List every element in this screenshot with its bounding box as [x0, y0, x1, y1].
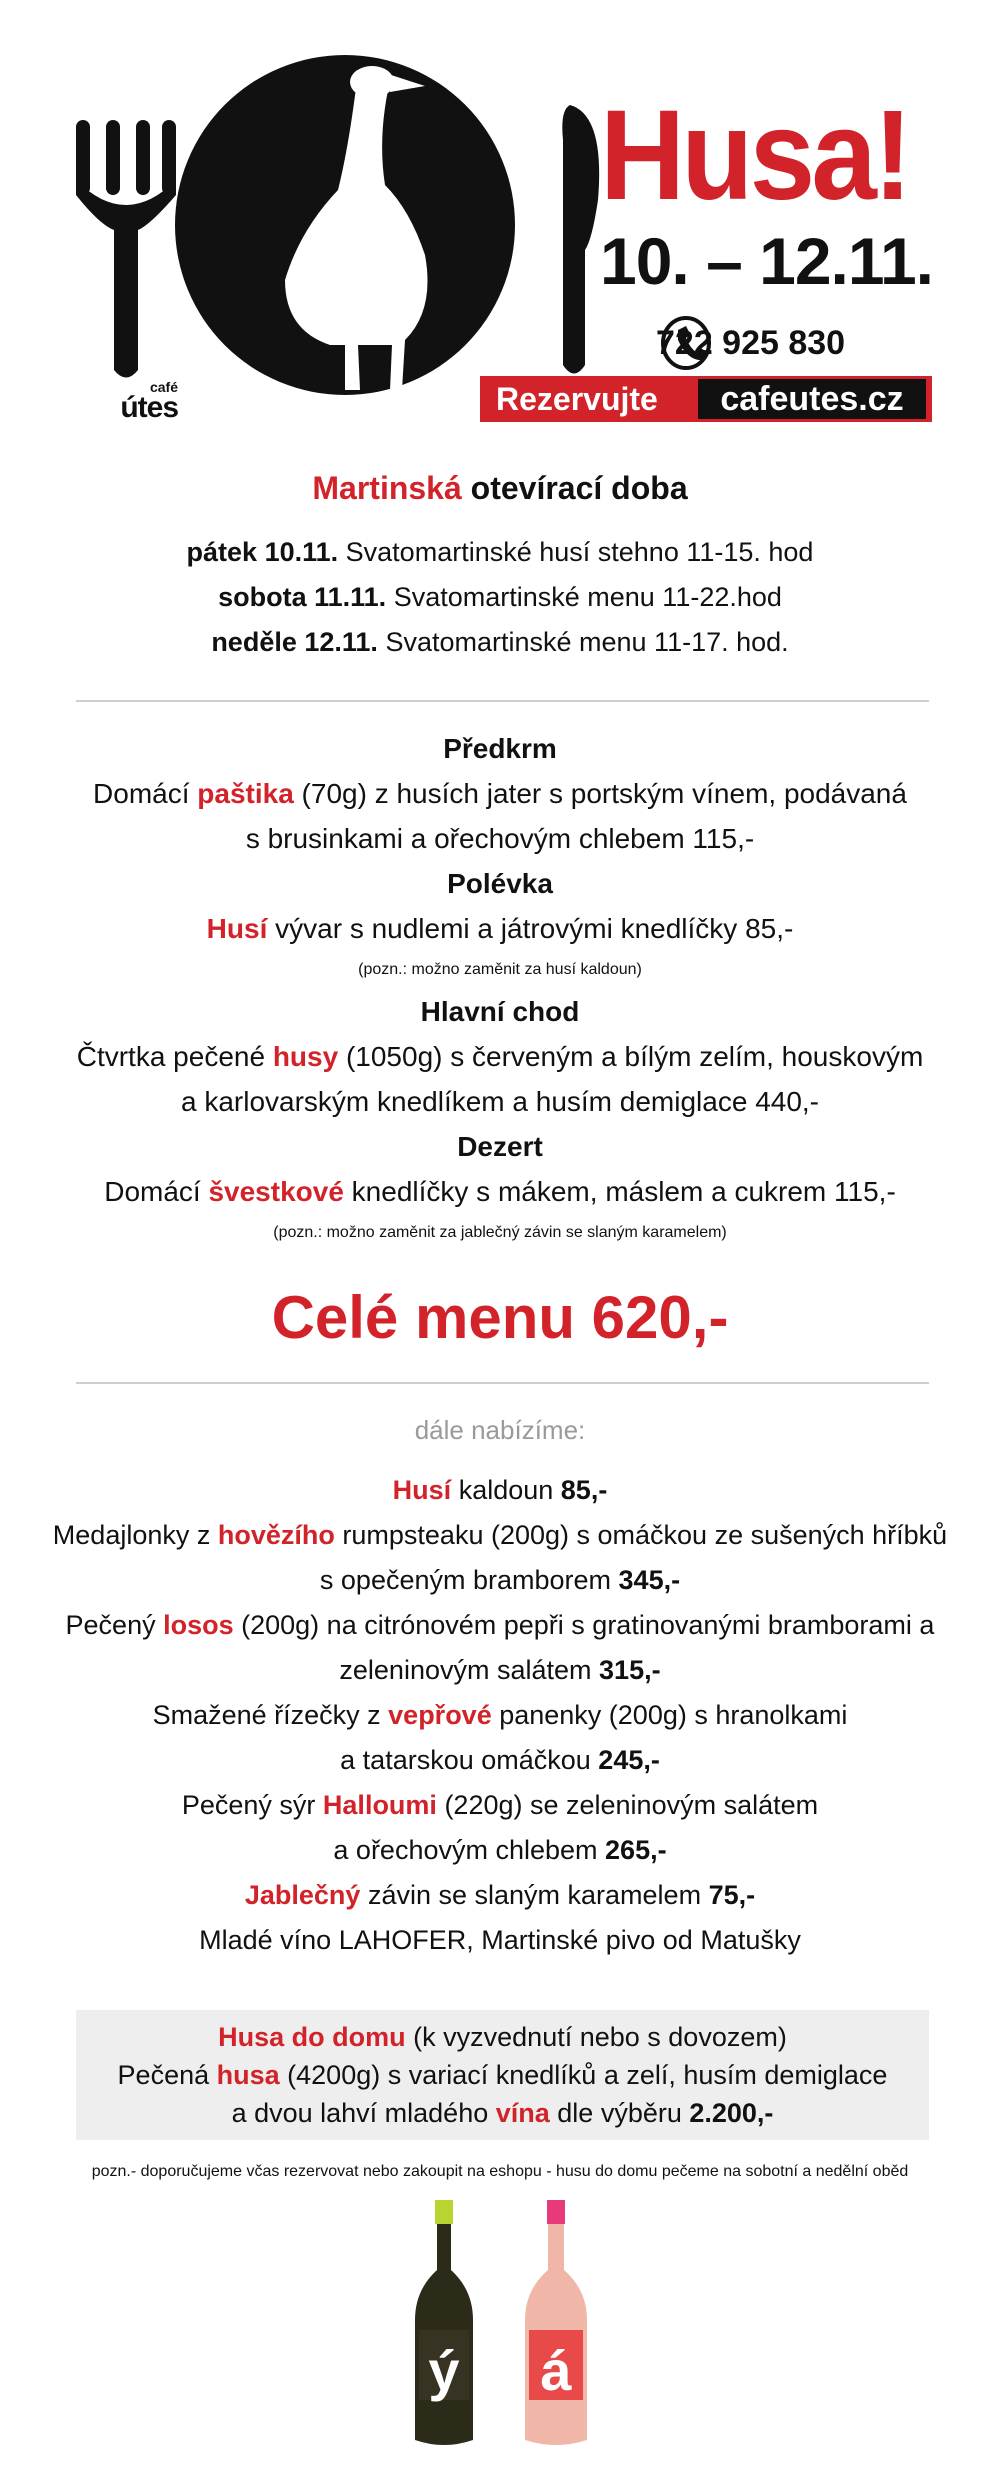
more-line — [0, 1873, 1000, 1918]
text: s opečeným bramborem — [319, 1565, 619, 1595]
cafe-logo-name: útes — [120, 391, 178, 424]
highlight: Husí — [206, 913, 268, 944]
event-dates: 10. – 12.11. — [600, 224, 933, 298]
divider — [76, 1382, 929, 1384]
cafe-logo-small: café — [149, 379, 178, 395]
header — [0, 0, 1000, 440]
text: kaldoun — [451, 1475, 561, 1505]
highlight: paštika — [197, 778, 294, 809]
hours-day: pátek 10.11. — [186, 537, 339, 567]
home-line-1 — [76, 2018, 929, 2056]
price: 265,- — [605, 1835, 667, 1865]
text: Pečená — [117, 2060, 217, 2090]
text: a dvou lahví mladého — [231, 2098, 496, 2128]
highlight: husy — [272, 1041, 339, 1072]
hours-row — [0, 530, 1000, 575]
main-line-2: a karlovarským knedlíkem a husím demiglace 440,- — [180, 1086, 820, 1117]
text: Smažené řízečky z — [152, 1700, 389, 1730]
hours-text: Svatomartinské menu 11-22.hod — [386, 582, 782, 612]
highlight: vína — [495, 2098, 550, 2128]
highlight: Husí — [392, 1475, 452, 1505]
starter-line-2: s brusinkami a ořechovým chlebem 115,- — [245, 823, 755, 854]
main-line-1 — [0, 1034, 1000, 1079]
more-line — [0, 1783, 1000, 1828]
hours-day: sobota 11.11. — [218, 582, 387, 612]
main-title: Hlavní chod — [420, 996, 580, 1027]
highlight: vepřové — [388, 1700, 492, 1730]
price: 85,- — [560, 1475, 608, 1505]
price: 345,- — [618, 1565, 681, 1595]
hours-row — [0, 575, 1000, 620]
dessert-line — [0, 1169, 1000, 1214]
more-title: dále nabízíme: — [414, 1415, 586, 1445]
phone-number[interactable]: 722 925 830 — [656, 323, 846, 362]
text: zeleninovým salátem — [339, 1655, 600, 1685]
text: Domácí — [104, 1176, 209, 1207]
text: Medajlonky z — [52, 1520, 218, 1550]
price: 2.200,- — [689, 2098, 774, 2128]
price: 245,- — [598, 1745, 660, 1775]
price: 75,- — [708, 1880, 756, 1910]
total-price: Celé menu 620,- — [271, 1284, 729, 1351]
reservation-bar[interactable] — [480, 376, 932, 422]
dessert-title: Dezert — [457, 1131, 543, 1162]
hours-row — [0, 620, 1000, 665]
highlight: Husa do domu — [218, 2022, 406, 2052]
text: a tatarskou omáčkou — [340, 1745, 599, 1775]
hours-day: neděle 12.11. — [211, 627, 378, 657]
page-title: Husa! — [600, 84, 909, 227]
rose-wine-bottle-icon — [525, 2200, 587, 2445]
knife-icon — [562, 105, 599, 374]
set-menu — [0, 726, 1000, 1252]
highlight: hovězího — [217, 1520, 335, 1550]
more-list — [0, 1468, 1000, 1963]
hours-title-rest: otevírací doba — [461, 470, 688, 506]
more-line — [0, 1603, 1000, 1648]
text: Pečený sýr — [181, 1790, 323, 1820]
text: panenky (200g) s hranolkami — [491, 1700, 848, 1730]
hours-text: Svatomartinské husí stehno 11-15. hod — [338, 537, 814, 567]
more-line — [0, 1738, 1000, 1783]
highlight: Jablečný — [244, 1880, 361, 1910]
home-delivery-box — [76, 2010, 929, 2140]
text: knedlíčky s mákem, máslem a cukrem 115,- — [343, 1176, 896, 1207]
more-line — [0, 1558, 1000, 1603]
price: 315,- — [599, 1655, 661, 1685]
starter-title: Předkrm — [443, 733, 557, 764]
text: (70g) z husích jater s portským vínem, podávaná — [293, 778, 907, 809]
hours-title — [0, 470, 1000, 507]
more-line — [0, 1693, 1000, 1738]
soup-title: Polévka — [447, 868, 553, 899]
home-line-3 — [76, 2094, 929, 2132]
text: (4200g) s variací knedlíků a zelí, husím demiglace — [279, 2060, 888, 2090]
right-bottle-letter: á — [540, 2339, 572, 2402]
text: dle výběru — [549, 2098, 690, 2128]
hours-list — [0, 530, 1000, 665]
fork-icon — [76, 120, 176, 378]
cafe-logo — [88, 380, 178, 422]
highlight: Halloumi — [322, 1790, 437, 1820]
white-wine-bottle-icon — [415, 2200, 473, 2445]
text: Domácí — [93, 778, 198, 809]
more-line: Mladé víno LAHOFER, Martinské pivo od Matušky — [199, 1925, 801, 1955]
dessert-note: (pozn.: možno zaměnit za jablečný závin se slaným karamelem) — [273, 1224, 727, 1241]
highlight: švestkové — [208, 1176, 344, 1207]
text: (220g) se zeleninovým salátem — [436, 1790, 819, 1820]
text: (k vyzvednutí nebo s dovozem) — [405, 2022, 787, 2052]
text: vývar s nudlemi a játrovými knedlíčky 85,- — [267, 913, 794, 944]
website-link[interactable]: cafeutes.cz — [698, 379, 926, 419]
text: (1050g) s červeným a bílým zelím, houskovým — [338, 1041, 924, 1072]
text: (200g) na citrónovém pepři s gratinovanými bramborami a — [233, 1610, 935, 1640]
highlight: husa — [216, 2060, 280, 2090]
wine-bottles — [415, 2200, 605, 2450]
phone-row[interactable] — [650, 315, 845, 371]
left-bottle-letter: ý — [428, 2339, 460, 2402]
divider — [76, 700, 929, 702]
more-line — [0, 1468, 1000, 1513]
text: Pečený — [65, 1610, 164, 1640]
reserve-label: Rezervujte — [496, 380, 658, 417]
hours-text: Svatomartinské menu 11-17. hod. — [377, 627, 789, 657]
starter-line-1 — [0, 771, 1000, 816]
more-line — [0, 1648, 1000, 1693]
hours-title-highlight: Martinská — [312, 470, 462, 506]
footnote: pozn.- doporučujeme včas rezervovat nebo zakoupit na eshopu - husu do domu pečeme na sobotní a nedělní oběd — [91, 2163, 909, 2180]
highlight: losos — [163, 1610, 234, 1640]
home-line-2 — [76, 2056, 929, 2094]
text: Čtvrtka pečené — [76, 1041, 273, 1072]
more-line — [0, 1828, 1000, 1873]
text: rumpsteaku (200g) s omáčkou ze sušených hříbků — [334, 1520, 948, 1550]
text: závin se slaným karamelem — [360, 1880, 709, 1910]
text: a ořechovým chlebem — [333, 1835, 606, 1865]
more-line — [0, 1513, 1000, 1558]
soup-note: (pozn.: možno zaměnit za husí kaldoun) — [358, 961, 642, 978]
soup-line — [0, 906, 1000, 951]
